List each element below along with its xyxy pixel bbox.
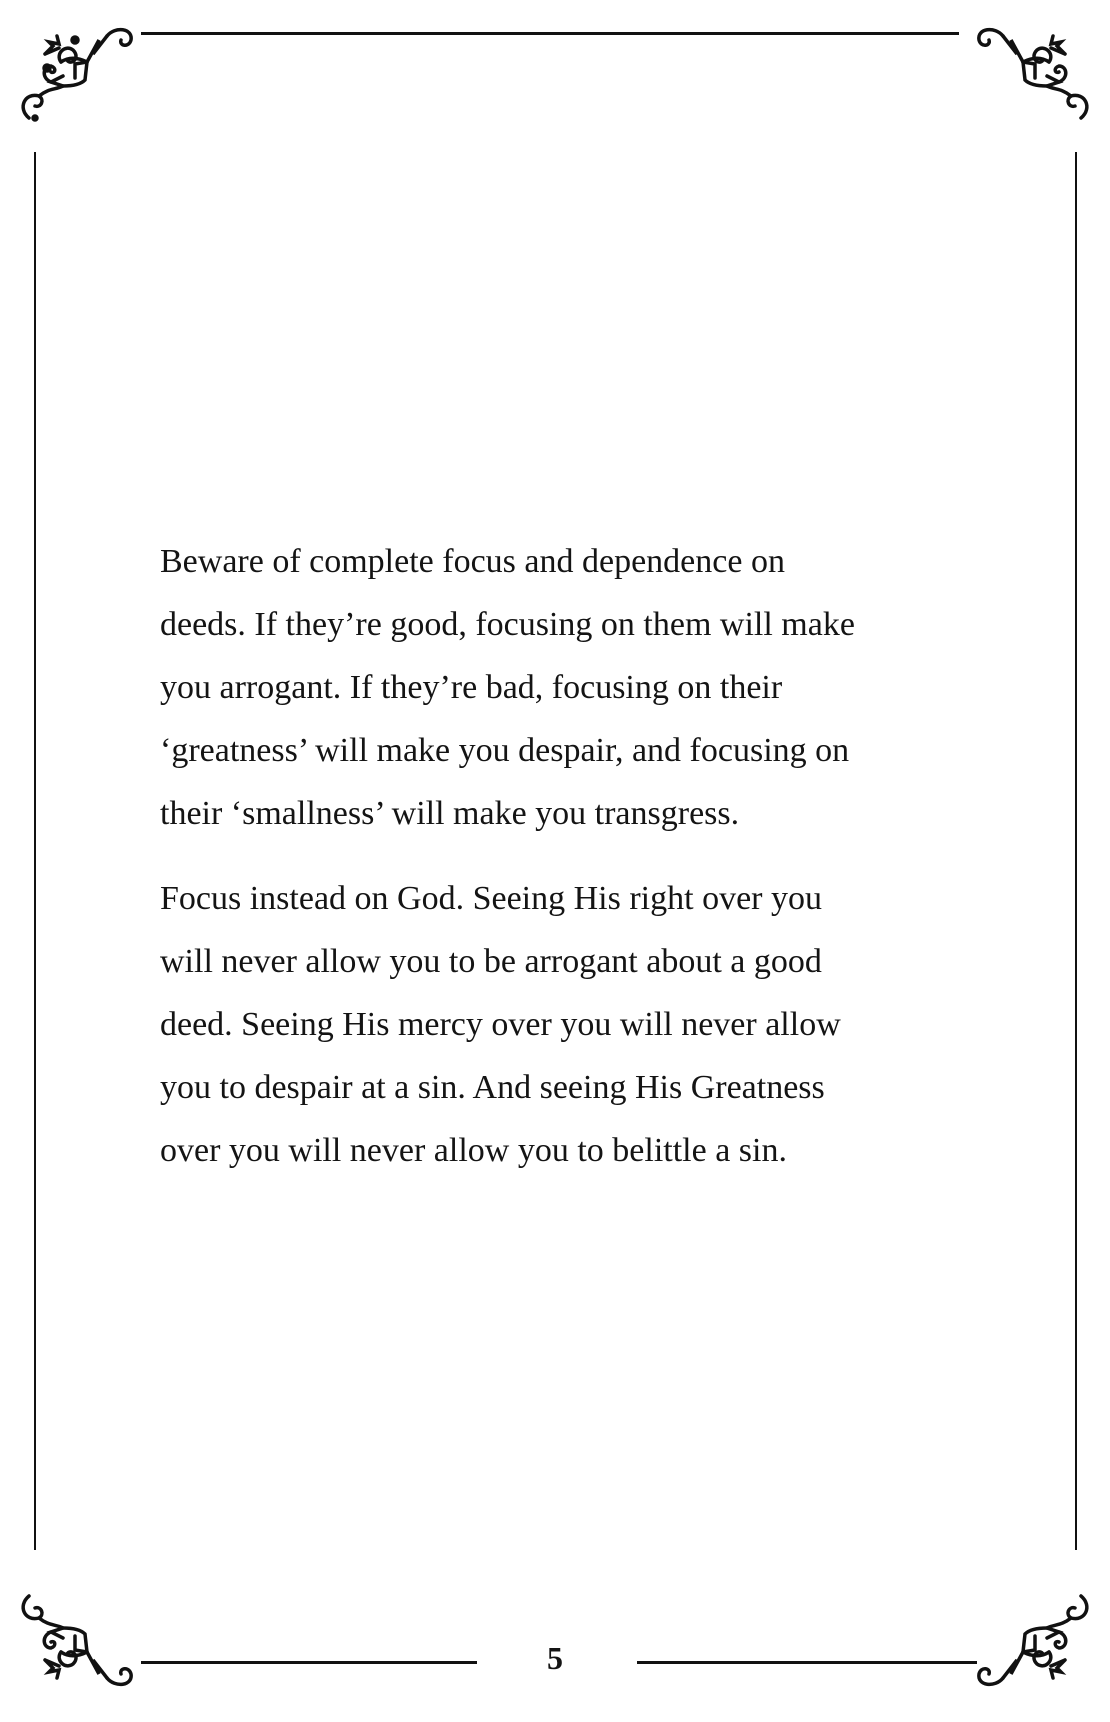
text-line: deed. Seeing His mercy over you will never allow [160, 1006, 841, 1043]
text-line: Beware of complete focus and dependence on [160, 543, 785, 580]
body-text [160, 530, 960, 1204]
text-line: will never allow you to be arrogant about a good [160, 943, 822, 980]
paragraph-1 [160, 530, 960, 845]
page-number: 5 [547, 1640, 563, 1676]
text-line: Focus instead on God. Seeing His right over you [160, 880, 822, 917]
bottom-border-line-left [141, 1661, 477, 1664]
text-line: over you will never allow you to belittle a sin. [160, 1132, 787, 1169]
text-line: you arrogant. If they’re bad, focusing on their [160, 669, 783, 706]
text-line: you to despair at a sin. And seeing His Greatness [160, 1069, 825, 1106]
flourish-corner-icon [975, 8, 1095, 128]
flourish-corner-icon [975, 1586, 1095, 1706]
left-border-line [34, 152, 36, 1550]
right-border-line [1075, 152, 1077, 1550]
flourish-corner-icon [15, 1586, 135, 1706]
text-line: ‘greatness’ will make you despair, and focusing on [160, 732, 850, 769]
bottom-border-line-right [637, 1661, 977, 1664]
text-line: their ‘smallness’ will make you transgress. [160, 795, 740, 832]
flourish-corner-icon [15, 8, 135, 128]
paragraph-2 [160, 867, 960, 1182]
text-line: deeds. If they’re good, focusing on them will make [160, 606, 855, 643]
top-border-line [141, 32, 959, 35]
